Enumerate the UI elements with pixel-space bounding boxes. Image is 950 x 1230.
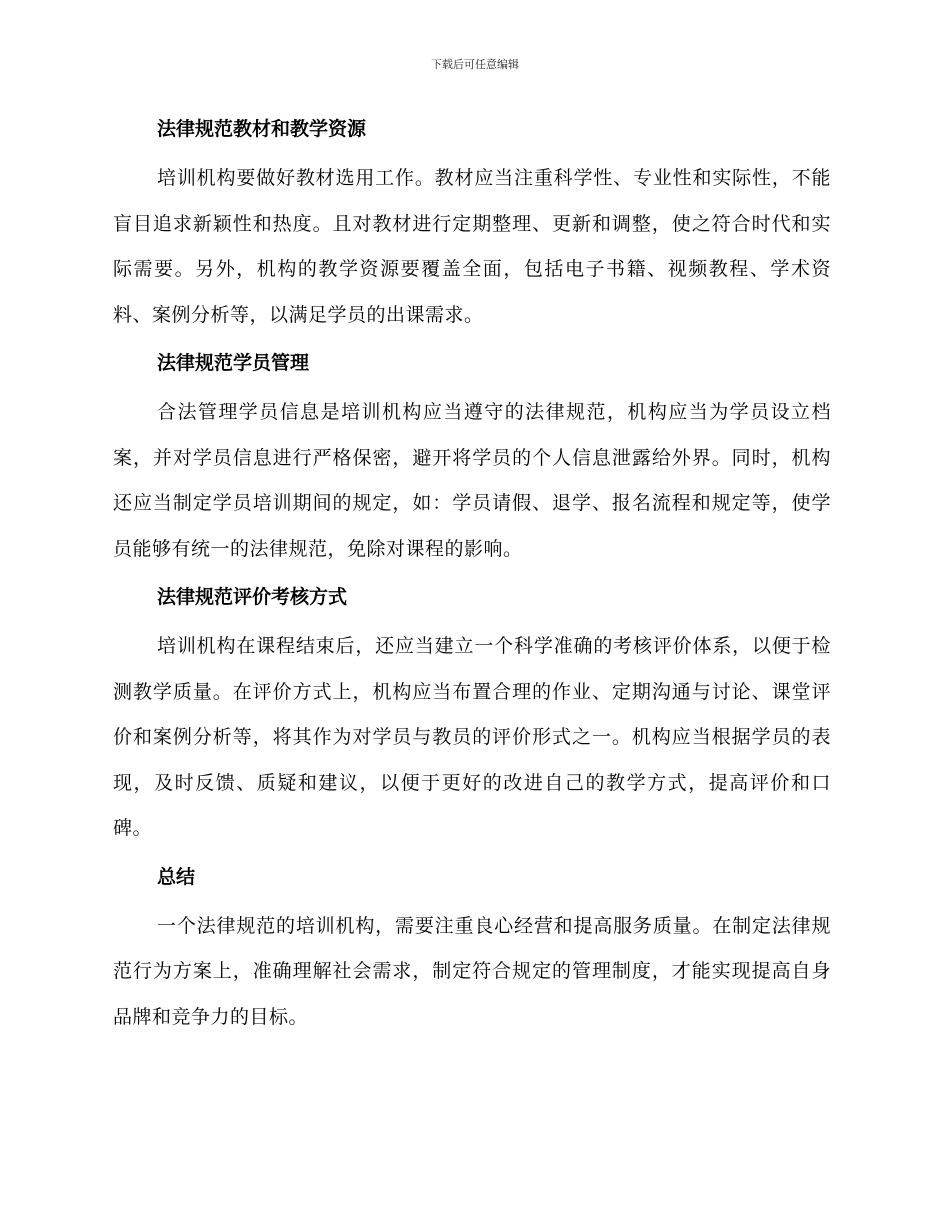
section-paragraph: 一个法律规范的培训机构，需要注重良心经营和提高服务质量。在制定法律规范行为方案上，准确理解社会需求，制定符合规定的管理制度，才能实现提高自身品牌和竞争力的目标。	[113, 914, 831, 1028]
section-heading: 法律规范评价考核方式	[157, 586, 348, 608]
section-heading: 法律规范学员管理	[157, 352, 310, 374]
section-paragraph: 培训机构要做好教材选用工作。教材应当注重科学性、专业性和实际性，不能盲目追求新颖性和热度。且对教材进行定期整理、更新和调整，使之符合时代和实际需要。另外，机构的教学资源要覆盖全面，包括电子书籍、视频教程、学术资料、案例分析等，以满足学员的出课需求。	[113, 167, 831, 326]
section-evaluation	[113, 580, 831, 852]
section-summary	[113, 860, 831, 1041]
header-note: 下载后可任意编辑	[431, 58, 519, 71]
section-paragraph: 培训机构在课程结束后，还应当建立一个科学准确的考核评价体系，以便于检测教学质量。在评价方式上，机构应当布置合理的作业、定期沟通与讨论、课堂评价和案例分析等，将其作为对学员与教员的评价形式之一。机构应当根据学员的表现，及时反馈、质疑和建议，以便于更好的改进自己的教学方式，提高评价和口碑。	[113, 635, 831, 839]
section-paragraph: 合法管理学员信息是培训机构应当遵守的法律规范，机构应当为学员设立档案，并对学员信息进行严格保密，避开将学员的个人信息泄露给外界。同时，机构还应当制定学员培训期间的规定，如：学员请假、退学、报名流程和规定等，使学员能够有统一的法律规范，免除对课程的影响。	[113, 401, 831, 560]
section-teaching-materials	[113, 112, 831, 338]
section-heading: 法律规范教材和教学资源	[157, 118, 367, 140]
document-body	[113, 112, 831, 1040]
section-student-management	[113, 346, 831, 572]
section-heading: 总结	[157, 865, 196, 888]
